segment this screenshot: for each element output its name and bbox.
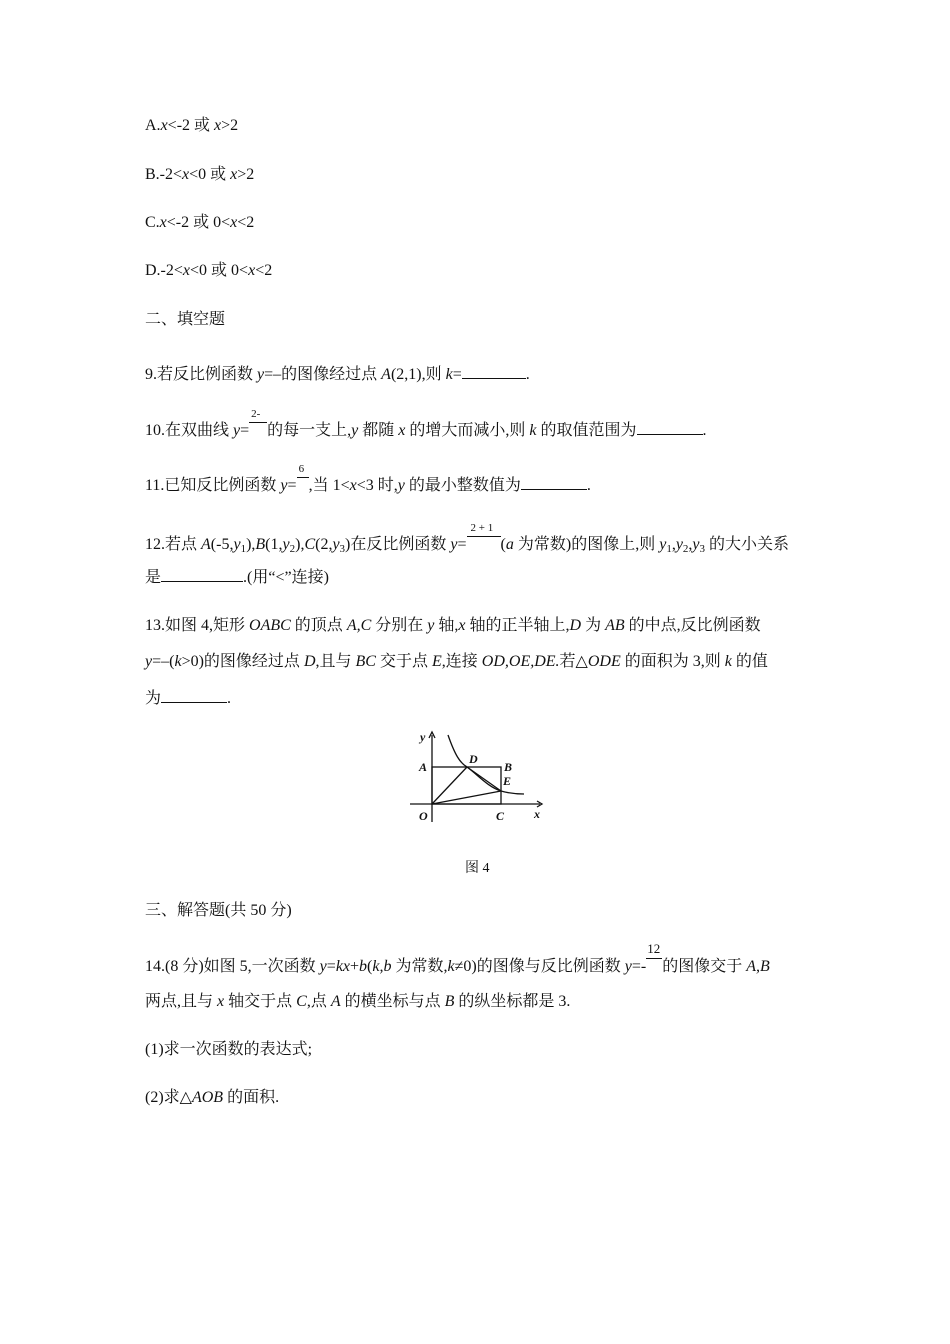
figure-4-caption: 图 4	[465, 861, 490, 876]
label-e: E	[503, 774, 512, 788]
question-12-line-2: 是 .(用“<”连接)	[145, 569, 329, 586]
option-d: D.-2<x<0 或 0<x<2	[145, 262, 273, 279]
question-12-line-1: 12.若点 $A(-5,y_1),B(1,y_2),C(2,y_3)$在反比例函数 y= 2 + 1 (a 为常数)的图像上,则 $y_1,y_2,y_3$ 的大小关系	[145, 522, 790, 555]
question-10: 10.在双曲线 y= 2- 的每一支上,y 都随 x 的增大而减小,则 k 的取值范围为 .	[145, 408, 707, 439]
question-13-line-3: 为 .	[145, 690, 232, 707]
label-a: A	[419, 760, 428, 774]
fraction: 12	[646, 955, 662, 971]
label-y: y	[420, 730, 426, 744]
hyperbola-curve	[448, 735, 524, 794]
option-c: C.x<-2 或 0<x<2	[145, 214, 255, 231]
fraction: 2 + 1	[467, 533, 501, 549]
question-11: 11.已知反比例函数 y= 6 ,当 1<x<3 时,y 的最小整数值为 .	[145, 463, 591, 494]
label-o: O	[419, 809, 428, 823]
question-14-line-1: 14.(8 分)如图 5,一次函数 y=kx+b(k,b 为常数,k≠0)的图像与反比例函数 y=- 12 的图像交于 A,B	[145, 941, 770, 975]
option-b: B.-2<x<0 或 x>2	[145, 166, 255, 183]
question-13-line-1: 13.如图 4,矩形 OABC 的顶点 A,C 分别在 y 轴,x 轴的正半轴上,D 为 AB 的中点,反比例函数	[145, 617, 761, 634]
question-14-part-2: (2)求△AOB 的面积.	[145, 1089, 280, 1106]
label-x: x	[534, 807, 540, 821]
answer-blank	[637, 420, 703, 435]
question-13-line-2: y=–(k>0)的图像经过点 D,且与 BC 交于点 E,连接 OD,OE,DE.若△ODE 的面积为 3,则 k 的值	[145, 653, 768, 670]
label-c: C	[496, 809, 505, 823]
label-b: B	[504, 760, 513, 774]
answer-blank	[521, 475, 587, 490]
answer-blank	[462, 364, 526, 379]
answer-blank	[161, 688, 227, 703]
section-heading-solutions: 三、解答题(共 50 分)	[145, 902, 292, 919]
question-14-line-2: 两点,且与 x 轴交于点 C,点 A 的横坐标与点 B 的纵坐标都是 3.	[145, 993, 571, 1010]
option-a: A.x<-2 或 x>2	[145, 117, 239, 134]
fraction: 2-	[249, 419, 267, 435]
section-heading-fill-in: 二、填空题	[145, 311, 226, 328]
fraction: 6	[297, 474, 309, 490]
question-14-part-1: (1)求一次函数的表达式;	[145, 1041, 313, 1058]
answer-blank	[161, 567, 243, 582]
question-9: 9.若反比例函数 y=–的图像经过点 A(2,1),则 k= .	[145, 366, 530, 383]
label-d: D	[469, 752, 478, 766]
figure-4-diagram	[400, 727, 550, 827]
